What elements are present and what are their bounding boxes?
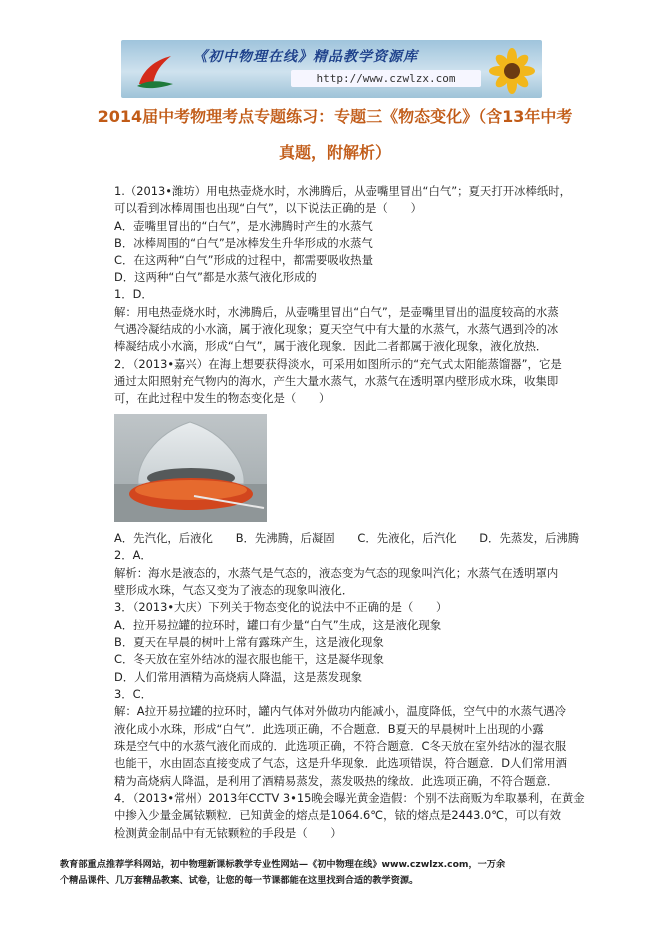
q1-explanation-line1: 解：用电热壶烧水时，水沸腾后，从壶嘴里冒出“白气”，是壶嘴里冒出的温度较高的水蒸 (114, 305, 559, 319)
q4-stem-line2: 中掺入少量金属铱颗粒．已知黄金的熔点是1064.6℃，铱的熔点是2443.0℃，可以有效 (114, 808, 562, 822)
q1-option-d: D．这两种“白气”都是水蒸气液化形成的 (114, 270, 317, 284)
q1-option-b: B．冰棒周围的“白气”是冰棒发生升华形成的水蒸气 (114, 236, 373, 250)
q3-explanation-line2: 液化成小水珠，形成“白气”．此选项正确，不合题意．B夏天的早晨树叶上出现的小露 (114, 722, 544, 736)
q3-option-c: C．冬天放在室外结冰的湿衣服也能干，这是凝华现象 (114, 652, 384, 666)
page-title-line2: 真题，附解析） (278, 143, 391, 162)
q1-answer: 1．D． (114, 287, 153, 301)
q2-explanation-line2: 壁形成水珠，气态又变为了液态的现象叫液化． (114, 583, 354, 597)
q3-option-a: A．拉开易拉罐的拉环时，罐口有少量“白气”生成，这是液化现象 (114, 618, 442, 632)
solar-still-photo (114, 414, 267, 522)
q2-stem-line3: 可，在此过程中发生的物态变化是（ ） (114, 391, 331, 405)
sunflower-icon (482, 44, 542, 98)
q2-answer: 2．A． (114, 548, 152, 562)
q1-explanation-line3: 棒凝结成小水滴，形成“白气”，属于液化现象．因此二者都属于液化现象，液化放热． (114, 339, 548, 353)
q1-stem-line1: 1.（2013•潍坊）用电热壶烧水时，水沸腾后，从壶嘴里冒出“白气”；夏天打开冰棒纸时， (114, 184, 572, 198)
footer-line2: 个精品课件、几万套精品教案、试卷，让您的每一节课都能在这里找到合适的教学资源。 (60, 875, 419, 886)
q3-explanation-line1: 解：A拉开易拉罐的拉环时，罐内气体对外做功内能减小，温度降低，空气中的水蒸气遇冷 (114, 704, 567, 718)
q2-options: A．先汽化，后液化 B．先沸腾，后凝固 C．先液化，后汽化 D．先蒸发，后沸腾 (114, 531, 580, 545)
q1-option-a: A．壶嘴里冒出的“白气”，是水沸腾时产生的水蒸气 (114, 219, 373, 233)
q3-option-b: B．夏天在早晨的树叶上常有露珠产生，这是液化现象 (114, 635, 384, 649)
q3-explanation-line3: 珠是空气中的水蒸气液化而成的．此选项正确，不符合题意．C冬天放在室外结冰的湿衣服 (114, 739, 567, 753)
q2-stem-line1: 2．（2013•嘉兴）在海上想要获得淡水，可采用如图所示的“充气式太阳能蒸馏器”，它是 (114, 357, 562, 371)
q1-explanation-line2: 气遇冷凝结成的小水滴，属于液化现象；夏天空气中有大量的水蒸气，水蒸气遇到冷的冰 (114, 322, 559, 336)
page-title-line1: 2014届中考物理考点专题练习：专题三《物态变化》（含13年中考 (97, 107, 573, 126)
banner-title: 《初中物理在线》精品教学资源库 (193, 49, 418, 65)
logo-icon (133, 50, 177, 90)
q2-stem-line2: 通过太阳照射充气物内的海水，产生大量水蒸气，水蒸气在透明罩内壁形成水珠，收集即 (114, 374, 559, 388)
q3-answer: 3．C． (114, 687, 152, 701)
q1-stem-line2: 可以看到冰棒周围也出现“白气”，以下说法正确的是（ ） (114, 201, 422, 215)
footer-line1: 教育部重点推荐学科网站，初中物理新课标教学专业性网站—《初中物理在线》www.czwlzx.com，一万余 (60, 859, 506, 870)
q3-option-d: D．人们常用酒精为高烧病人降温，这是蒸发现象 (114, 670, 362, 684)
page-footer (60, 857, 620, 889)
header-banner (121, 40, 542, 98)
q4-stem-line3: 检测黄金制品中有无铱颗粒的手段是（ ） (114, 826, 342, 840)
banner-url[interactable]: http://www.czwlzx.com (291, 70, 481, 87)
q2-explanation-line1: 解析：海水是液态的，水蒸气是气态的，液态变为气态的现象叫汽化；水蒸气在透明罩内 (114, 566, 559, 580)
q3-stem: 3．（2013•大庆）下列关于物态变化的说法中不正确的是（ ） (114, 600, 448, 614)
q3-explanation-line5: 精为高烧病人降温，是利用了酒精易蒸发，蒸发吸热的缘故．此选项正确，不符合题意． (114, 774, 559, 788)
q3-explanation-line4: 也能干，水由固态直接变成了气态，这是升华现象．此选项错误，符合题意．D人们常用酒 (114, 756, 568, 770)
q4-stem-line1: 4．（2013•常州）2013年CCTV 3•15晚会曝光黄金造假：个别不法商贩为牟取暴利，在黄金 (114, 791, 585, 805)
q1-option-c: C．在这两种“白气”形成的过程中，都需要吸收热量 (114, 253, 373, 267)
